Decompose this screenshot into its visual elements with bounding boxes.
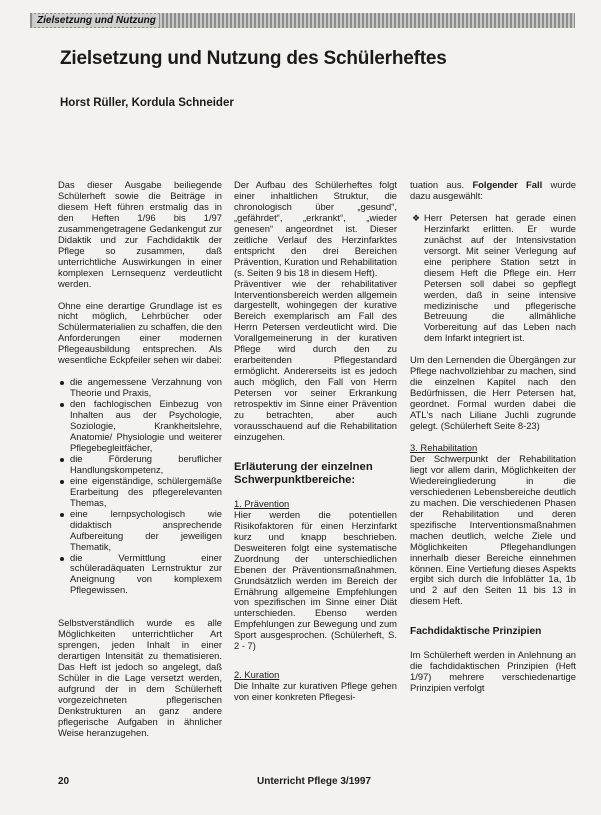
journal-footer: Unterricht Pflege 3/1997 bbox=[257, 776, 371, 787]
column-2 bbox=[234, 180, 397, 714]
case-box bbox=[410, 213, 576, 344]
case-text: Herr Petersen hat gerade einen Herzinfarkt erlitten. Er wurde zunächst auf der Intensivstation versorgt. Mit seiner Verlegung auf eine periphere Station setzt in diesem Heft die Pflege ein. Herr Petersen soll dabei so gepflegt werden, daß in seine intensive medizinische und pflegerische Betreuung die allmähliche Vorbereitung auf das Leben nach dem Infarkt integriert ist. bbox=[424, 211, 576, 344]
paragraph: Präventiver wie der rehabilitativer Interventionsbereich werden allgemein dargestellt, wohingegen der kurative Bereich exemplarisch am Fall des Herrn Petersen verdeutlicht wird. Die Vorallgemeinerung in der kurativen Pflege wird durch den zu erarbeitenden Pflegestandard ermöglicht. Andererseits ist es jedoch auch möglich, den Fall von Herrn Petersen vor seiner Erkrankung retrospektiv im Sinne einer Prävention zu betrachten, aber auch vorausschauend auf die Rehabilitation einzugehen. bbox=[234, 277, 397, 442]
list-item: eine eigenständige, schülergemäße Erarbeitung des pflegerelevanten Themas, bbox=[58, 476, 222, 509]
paragraph: Im Schülerheft werden in Anlehnung an die fachdidaktischen Prinzipien (Heft 1/97) mehrere verschiedenartige Prinzipien verfolgt bbox=[410, 649, 576, 694]
list-item: die angemessene Verzahnung von Theorie und Praxis, bbox=[58, 377, 222, 399]
text-run: wurde dazu ausgewählt: bbox=[410, 179, 577, 201]
column-1 bbox=[58, 180, 222, 750]
subheading: Fachdidaktische Prinzipien bbox=[410, 626, 542, 638]
list-item: die Vermittlung einer schüleradäquaten Lernstruktur zur Aneignung von komplexem Pflegewissen. bbox=[58, 553, 222, 597]
section-label: Zielsetzung und Nutzung bbox=[34, 14, 159, 27]
paragraph: Hier werden die potentiellen Risikofaktoren für einen Herzinfarkt kurz und knapp beschrieben. Desweiteren folgt eine systematische Zuordnung der unterschiedlichen Ebenen der Präventionsmaßnahmen. Grundsätzlich werden im Bereich der Ernährung allgemeine Empfehlungen von spezifischen im Sinne einer Diät unterschieden. Ebenso werden Empfehlungen zur Bewegung und zum Sport ausgesprochen. (Schülerheft, S. 2 - 7) bbox=[234, 508, 397, 652]
paragraph: Der Aufbau des Schülerheftes folgt einer inhaltlichen Struktur, die chronologisch über „gesund“, „gefährdet“, „erkrankt“, „wieder genesen“ angeordnet ist. Dieser zeitliche Verlauf des Herzinfarktes entspricht den drei Bereichen Prävention, Kuration und Rehabilitation (s. Seiten 9 bis 18 in diesem Heft). bbox=[234, 179, 397, 278]
subheading: Erläuterung der einzelnen Schwerpunktbereiche: bbox=[234, 460, 373, 486]
section-title-rehabilitation: 3. Rehabilitation bbox=[410, 442, 478, 454]
page-number: 20 bbox=[58, 776, 70, 787]
section-title-prevention: 1. Prävention bbox=[234, 497, 290, 509]
column-3 bbox=[410, 180, 576, 705]
paragraph: Selbstverständlich wurde es alle Möglichkeiten unterrichtlicher Art sprengen, jeden Inhalt in einer derartigen Intensität zu thematisieren. Das Heft ist jedoch so angelegt, daß Schüler in die Lage versetzt werden, aufgrund der in dem Schülerheft vorgezeichneten pflegerischen Denkstrukturen an ganz andere pflegerische Aufgaben in ähnlicher Weise heranzugehen. bbox=[58, 617, 222, 738]
list-item: den fachlogischen Einbezug von Inhalten aus der Psychologie, Soziologie, Krankheitslehre, Anatomie/ Physiologie und weiterer Pflegebegleitfächer, bbox=[58, 399, 222, 454]
list-item: die Förderung beruflicher Handlungskompetenz, bbox=[58, 454, 222, 476]
case-label: Folgender Fall bbox=[472, 179, 543, 190]
paragraph: Die Inhalte zur kurativen Pflege gehen von einer konkreten Pflegesi- bbox=[234, 680, 397, 703]
case-item bbox=[410, 213, 576, 344]
bullet-list bbox=[58, 377, 222, 596]
section-title-curation: 2. Kuration bbox=[234, 669, 280, 681]
paragraph: Der Schwerpunkt der Rehabilitation liegt vor allem darin, Möglichkeiten der Wiedereingliederung in die verschiedenen Lebensbereiche deutlich zu machen. Die verschiedenen Phasen der Rehabilitation und deren spezifische Interventionsmaßnahmen machen deutlich, welche Ziele und Möglichkeiten Pflegehandlungen innerhalb dieser Bereiche einnehmen können. Eine Vertiefung dieses Aspekts ergibt sich durch die Infoblätter 1a, 1b und 2 auf den Seiten 11 bis 13 in diesem Heft. bbox=[410, 452, 576, 607]
diamond-bullet-icon: ❖ bbox=[412, 212, 421, 223]
list-item: eine lernpsychologisch wie didaktisch ansprechende Aufbereitung der jeweiligen Thematik, bbox=[58, 509, 222, 553]
page-title: Zielsetzung und Nutzung des Schülerheftes bbox=[60, 48, 447, 69]
authors: Horst Rüller, Kordula Schneider bbox=[60, 97, 234, 109]
paragraph: Das dieser Ausgabe beiliegende Schülerheft sowie die Beiträge in diesem Heft führen erstmalig das in den Heften 1/96 bis 1/97 zusammengetragene Gedankengut zur Didaktik und zur Fachdidaktik der Pflege so zusammen, daß unterrichtliche Auswirkungen in einer komplexen Lernsequenz verdeutlicht werden. bbox=[58, 179, 222, 289]
text-run: tuation aus. bbox=[410, 179, 473, 190]
paragraph: Ohne eine derartige Grundlage ist es nicht möglich, Lehrbücher oder Schülermaterialien zu schaffen, die den Anforderungen einer modernen Pflegeausbildung entsprechen. Als wesentliche Eckpfeiler sehen wir dabei: bbox=[58, 299, 222, 366]
paragraph: Um den Lernenden die Übergängen zur Pflege nachvollziehbar zu machen, sind die einzelnen Kapitel nach den Bedürfnissen, die Herr Petersen hat, geordnet. Formal wurden dabei die ATL's nach Liliane Juchli zugrunde gelegt. (Schülerheft Seite 8-23) bbox=[410, 354, 576, 432]
paragraph bbox=[410, 180, 576, 202]
